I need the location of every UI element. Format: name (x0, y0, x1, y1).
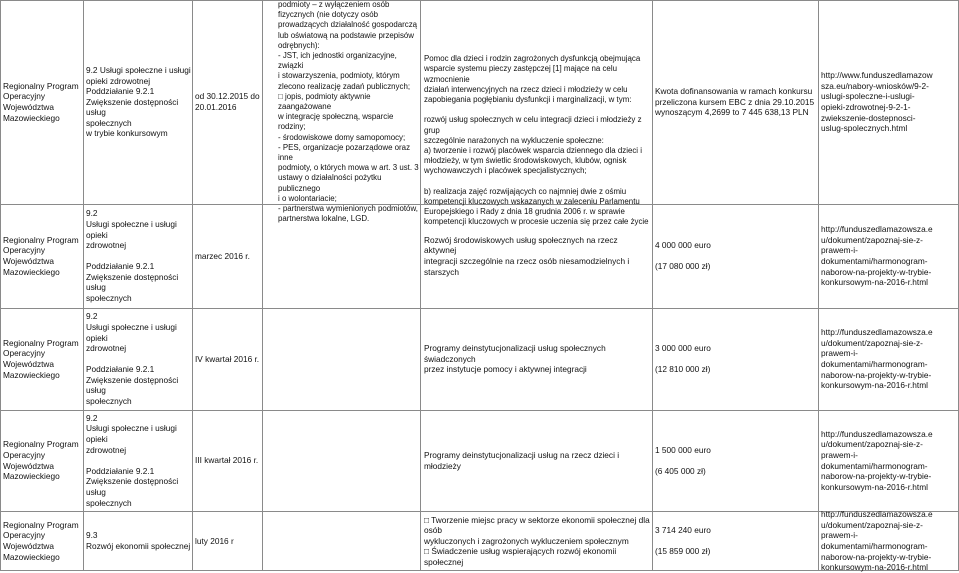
date-cell: IV kwartał 2016 r. (195, 353, 260, 364)
amount-cell: 3 000 000 euro (12 810 000 zł) (655, 343, 711, 375)
scope-cell: Pomoc dla dzieci i rodzin zagrożonych dysfunkcją obejmująca wsparcie systemu pieczy zastępczej [1] mające na celu wzmocnienie działań interwencyjnych na rzecz dzieci i młodzieży w celu zapobiegania pogłębianiu dysfunkcji i marginalizacji, w tym: rozwój usług społecznych w celu integracji dzieci i młodzieży z grup szczególnie narażonych na wykluczenie społeczne: a) tworzenie i rozwój placówek wsparcia dziennego dla dzieci i młodzieży, w tym świetlic środowiskowych, klubów, ognisk wychowawczych i placówek specjalistycznych; b) realizacja zajęć rozwijających co najmniej dwie z ośmiu kompetencji kluczowych wskazanych w zaleceniu Parlamentu Europejskiego i Rady z dnia 18 grudnia 2006 r. w sprawie kompetencji kluczowych w procesie uczenia się przez całe życie (424, 54, 649, 227)
scope-cell: □ Tworzenie miejsc pracy w sektorze ekonomii społecznej dla osób wykluczonych i zagrożonych wykluczeniem społecznym □ Świadczenie usług wspierających rozwój ekonomii społecznej (424, 514, 650, 567)
amount-cell: 4 000 000 euro (17 080 000 zł) (655, 240, 711, 272)
date-cell: luty 2016 r (195, 535, 234, 546)
amount-cell: Kwota dofinansowania w ramach konkursu przeliczona kursem EBC z dnia 29.10.2015 wynoszącym 4,2699 to 7 445 638,13 PLN (655, 86, 815, 118)
date-cell: od 30.12.2015 do 20.01.2016 (195, 91, 260, 112)
action-cell: 9.2 Usługi społeczne i usługi opieki zdrowotnej Poddziałanie 9.2.1 Zwiększenie dostępności usług społecznych (86, 208, 179, 304)
action-cell: 9.2 Usługi społeczne i usługi opieki zdrowotnej Poddziałanie 9.2.1 Zwiększenie dostępności usług społecznych (86, 311, 179, 407)
date-cell: marzec 2016 r. (195, 250, 250, 261)
amount-cell: 3 714 240 euro (15 859 000 zł) (655, 525, 711, 557)
link-cell[interactable]: http://funduszedlamazowsza.e u/dokument/zapoznaj-sie-z- prawem-i- dokumentami/harmonogram- naborow-na-projekty-w-trybie- konkursowym-na-2016-r.html (821, 224, 933, 288)
scope-cell: Programy deinstytucjonalizacji usług społecznych świadczonych przez instytucje pomocy i aktywnej integracji (424, 343, 606, 375)
program-cell: Regionalny Program Operacyjny Województwa Mazowieckiego (3, 234, 79, 277)
amount-cell: 1 500 000 euro (6 405 000 zł) (655, 444, 711, 476)
scope-cell: Programy deinstytucjonalizacji usług na rzecz dzieci i młodzieży (424, 449, 620, 471)
program-cell: Regionalny Program Operacyjny Województwa Mazowieckiego (3, 337, 79, 380)
link-cell[interactable]: http://funduszedlamazowsza.e u/dokument/zapoznaj-sie-z- prawem-i- dokumentami/harmonogram- naborow-na-projekty-w-trybie- konkursowym-na-2016-r.html (821, 428, 933, 492)
program-cell: Regionalny Program Operacyjny Województwa Mazowieckiego (3, 519, 79, 562)
program-cell: Regionalny Program Operacyjny Województwa Mazowieckiego (3, 439, 79, 482)
action-cell: 9.2 Usługi społeczne i usługi opieki zdrowotnej Poddziałanie 9.2.1 Zwiększenie dostępności usług społecznych (86, 412, 179, 508)
link-cell[interactable]: http://funduszedlamazowsza.e u/dokument/zapoznaj-sie-z- prawem-i- dokumentami/harmonogram- naborow-na-projekty-w-trybie- konkursowym-na-2016-r.html (821, 509, 933, 573)
link-cell[interactable]: http://www.funduszedlamazow sza.eu/nabory-wniosków/9-2- uslugi-spoleczne-i-uslugi- opieki-zdrowotnej-9-2-1- zwiekszenie-dostepnosci- uslug-spolecznych.html (821, 70, 933, 134)
scope-cell: Rozwój środowiskowych usług społecznych na rzecz aktywnej integracji szczególnie na rzecz osób niesamodzielnych i starszych (424, 234, 630, 277)
action-cell: 9.3 Rozwój ekonomii społecznej (86, 530, 191, 551)
program-cell: Regionalny Program Operacyjny Województwa Mazowieckiego (3, 80, 79, 123)
action-cell: 9.2 Usługi społeczne i usługi opieki zdrowotnej Poddziałanie 9.2.1 Zwiększenie dostępności usług społecznych w trybie konkursowym (86, 64, 191, 139)
link-cell[interactable]: http://funduszedlamazowsza.e u/dokument/zapoznaj-sie-z- prawem-i- dokumentami/harmonogram- naborow-na-projekty-w-trybie- konkursowym-na-2016-r.html (821, 327, 933, 391)
date-cell: III kwartał 2016 r. (195, 455, 259, 466)
beneficiaries-cell: podmioty – z wyłączeniem osób fizycznych (nie dotyczy osób prowadzących działalność gospodarczą lub oświatową na podstawie przepisów odrębnych): - JST, ich jednostki organizacyjne, związki i stowarzyszenia, podmioty, którym zlecono realizację zadań publicznych; □ jopis, podmioty aktywnie zaangażowane w integrację społeczną, wsparcie rodziny; - środowiskowe domy samopomocy; - PES, organizacje pozarządowe oraz inne podmioty, o których mowa w art. 3 ust. 3 ustawy o działalności pożytku publicznego i o wolontariacie; - partnerstwa wymienionych podmiotów, partnerstwa lokalne, LGD. (278, 0, 419, 224)
